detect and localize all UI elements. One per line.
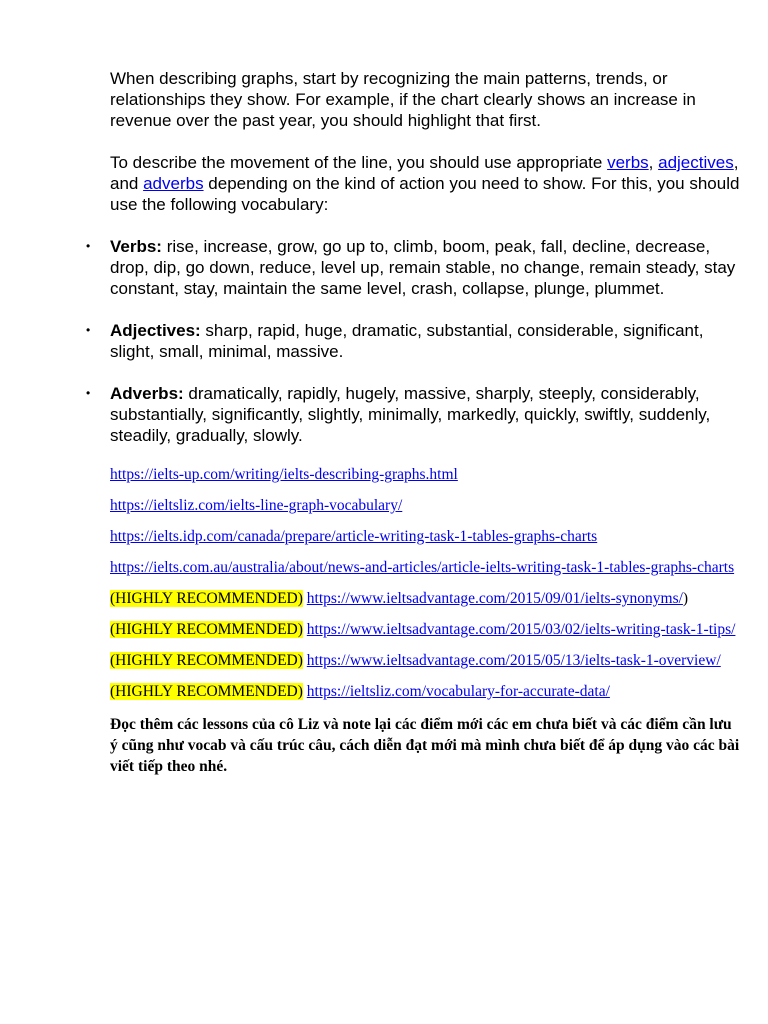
adjectives-label: Adjectives: bbox=[110, 321, 201, 340]
recommended-badge: (HIGHLY RECOMMENDED) bbox=[110, 652, 303, 669]
adverbs-label: Adverbs: bbox=[110, 384, 184, 403]
recommended-badge: (HIGHLY RECOMMENDED) bbox=[110, 683, 303, 700]
intro-paragraph-1: When describing graphs, start by recognizing the main patterns, trends, or relationships they show. For example, if the chart clearly shows an increase in revenue over the past year, you should highlight that first. bbox=[110, 69, 696, 130]
list-item-adjectives bbox=[86, 320, 740, 362]
adverbs-text: dramatically, rapidly, hugely, massive, sharply, steeply, considerably, substantially, significantly, slightly, minimally, markedly, quickly, swiftly, suddenly, steadily, gradually, slowly. bbox=[110, 384, 711, 445]
ielts-idp-link[interactable]: https://ielts.idp.com/canada/prepare/article-writing-task-1-tables-graphs-charts bbox=[110, 528, 598, 545]
intro-p2-end: depending on the kind of action you need to show. For this, you should use the following vocabulary: bbox=[110, 174, 740, 214]
bullet-icon: • bbox=[86, 386, 91, 400]
verbs-label: Verbs: bbox=[110, 237, 162, 256]
document-page bbox=[86, 68, 740, 777]
adjectives-link[interactable]: adjectives bbox=[658, 153, 734, 172]
vocabulary-list bbox=[86, 236, 740, 446]
list-item-adverbs bbox=[86, 383, 740, 446]
adjectives-text: sharp, rapid, huge, dramatic, substantial, considerable, significant, slight, small, minimal, massive. bbox=[110, 321, 704, 361]
intro-sep-1: , bbox=[648, 153, 659, 172]
recommended-badge: (HIGHLY RECOMMENDED) bbox=[110, 590, 303, 607]
reference-row-2 bbox=[110, 495, 740, 516]
closing-paren: ) bbox=[682, 590, 689, 607]
reference-row-7 bbox=[110, 650, 740, 671]
ieltsadvantage-synonyms-link[interactable]: https://www.ieltsadvantage.com/2015/09/01/ielts-synonyms/ bbox=[306, 590, 683, 607]
reference-row-5 bbox=[110, 588, 740, 609]
reference-links bbox=[110, 464, 740, 702]
recommended-badge: (HIGHLY RECOMMENDED) bbox=[110, 621, 303, 638]
reference-row-1 bbox=[110, 464, 740, 485]
bullet-icon: • bbox=[86, 323, 91, 337]
bullet-icon: • bbox=[86, 239, 91, 253]
intro-p2-start: To describe the movement of the line, you should use appropriate bbox=[110, 153, 608, 172]
intro-sep-2: , and bbox=[110, 153, 739, 193]
list-item-verbs bbox=[86, 236, 740, 299]
reference-row-4 bbox=[110, 557, 740, 578]
ielts-com-au-link[interactable]: https://ielts.com.au/australia/about/news-and-articles/article-ielts-writing-task-1-tables-graphs-charts bbox=[110, 559, 735, 576]
intro-paragraph-2 bbox=[110, 152, 740, 215]
ieltsadvantage-tips-link[interactable]: https://www.ieltsadvantage.com/2015/03/02/ielts-writing-task-1-tips/ bbox=[306, 621, 736, 638]
vietnamese-note: Đọc thêm các lessons của cô Liz và note lại các điểm mới các em chưa biết và các điểm cần lưu ý cũng như vocab và cấu trúc câu, cách diễn đạt mới mà mình chưa biết để áp dụng vào các bài viết tiếp theo nhé. bbox=[110, 716, 740, 775]
reference-row-3 bbox=[110, 526, 740, 547]
reference-row-8 bbox=[110, 681, 740, 702]
verbs-text: rise, increase, grow, go up to, climb, boom, peak, fall, decline, decrease, drop, dip, go down, reduce, level up, remain stable, no change, remain steady, stay constant, stay, maintain the same level, crash, collapse, plunge, plummet. bbox=[110, 237, 736, 298]
ieltsadvantage-overview-link[interactable]: https://www.ieltsadvantage.com/2015/05/13/ielts-task-1-overview/ bbox=[306, 652, 721, 669]
ieltsliz-line-graph-link[interactable]: https://ieltsliz.com/ielts-line-graph-vocabulary/ bbox=[110, 497, 403, 514]
ielts-up-link[interactable]: https://ielts-up.com/writing/ielts-describing-graphs.html bbox=[110, 466, 458, 483]
reference-row-6 bbox=[110, 619, 740, 640]
verbs-link[interactable]: verbs bbox=[607, 153, 649, 172]
adverbs-link[interactable]: adverbs bbox=[143, 174, 204, 193]
ieltsliz-accurate-data-link[interactable]: https://ieltsliz.com/vocabulary-for-accurate-data/ bbox=[306, 683, 610, 700]
